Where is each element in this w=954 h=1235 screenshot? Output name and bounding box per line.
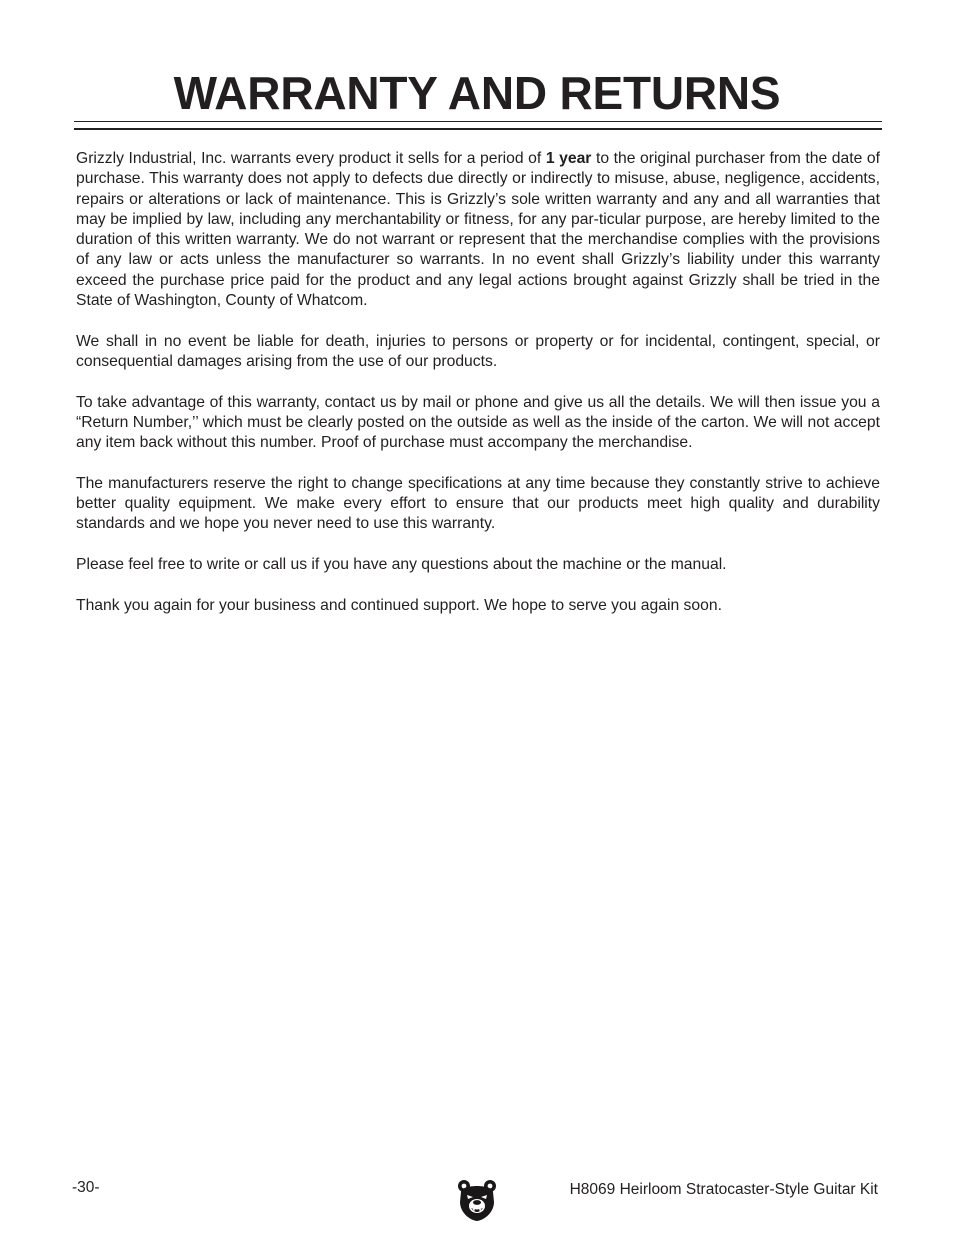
contact-paragraph: Please feel free to write or call us if you have any questions about the machine or the manual. bbox=[76, 555, 727, 573]
warranty-p1-after: to the original purchaser from the date of purchase. This warranty does not apply to defects due directly or indirectly to misuse, abuse, negligence, accidents, repairs or alterations or lack of maintenance. This is Grizzly’s sole written warranty and any and all warranties that may be implied by law, including any merchantability or fitness, for any par-ticular purpose, are hereby limited to the duration of this written warranty. We do not warrant or represent that the merchandise complies with the provisions of any law or acts unless the manufacturer so warrants. In no event shall Grizzly’s liability under this warranty exceed the purchase price paid for the product and any legal actions brought against Grizzly shall be tried in the State of Washington, County of Whatcom. bbox=[76, 150, 880, 310]
title-rule-thin bbox=[74, 121, 882, 122]
warranty-period: 1 year bbox=[545, 150, 592, 167]
footer-doc-title: H8069 Heirloom Stratocaster-Style Guitar Kit bbox=[569, 1181, 878, 1198]
warranty-p1-before: Grizzly Industrial, Inc. warrants every product it sells for a period of bbox=[76, 150, 546, 167]
page-title: WARRANTY AND RETURNS bbox=[173, 67, 781, 119]
specifications-paragraph: The manufacturers reserve the right to change specifications at any time because they constantly strive to achieve better quality equipment. We make every effort to ensure that our products meet high quality and durability standards and we hope you never need to use this warranty. bbox=[76, 474, 880, 533]
liability-paragraph: We shall in no event be liable for death, injuries to persons or property or for incidental, contingent, special, or consequential damages arising from the use of our products. bbox=[76, 332, 880, 370]
warranty-body bbox=[76, 149, 880, 636]
thank-you-paragraph: Thank you again for your business and continued support. We hope to serve you again soon. bbox=[76, 596, 722, 614]
title-rule-thick bbox=[74, 128, 882, 130]
warranty-paragraph-1 bbox=[76, 149, 880, 311]
page-number: -30- bbox=[72, 1179, 100, 1196]
grizzly-bear-head-icon bbox=[457, 1178, 497, 1222]
return-number-paragraph: To take advantage of this warranty, contact us by mail or phone and give us all the details. We will then issue you a “Return Number,’’ which must be clearly posted on the outside as well as the inside of the carton. We will not accept any item back without this number. Proof of purchase must accompany the merchandise. bbox=[76, 393, 880, 452]
